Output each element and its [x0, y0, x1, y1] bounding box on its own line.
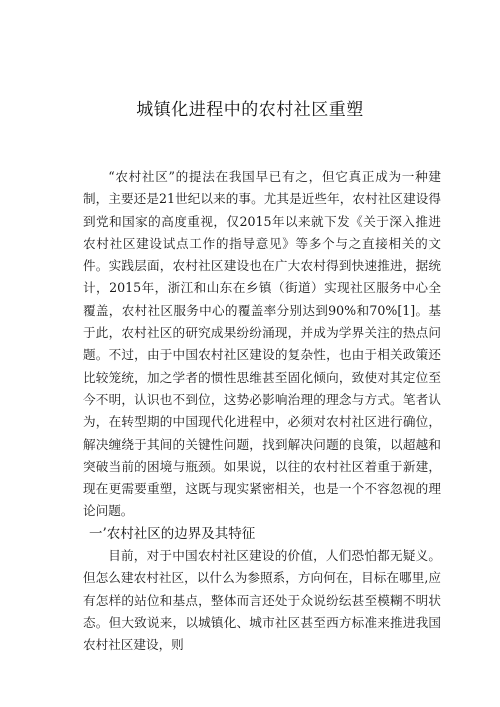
intro-paragraph: “农村社区”的提法在我国早已有之，但它真正成为一种建制，主要还是21世纪以来的事。尤其是近些年，农村社区建设得到党和国家的高度重视，仅2015年以来就下发《关于深入推进农村社区建设试点工作的指导意见》等多个与之直接相关的文件。实践层面，农村社区建设也在广大农村得到快速推进，据统计，2015年，浙江和山东在乡镇（街道）实现社区服务中心全覆盖，农村社区服务中心的覆盖率分别达到90%和70%[1]。基于此，农村社区的研究成果纷纷涌现，并成为学界关注的热点问题。不过，由于中国农村社区建设的复杂性，也由于相关政策还比较笼统，加之学者的惯性思维甚至固化倾向，致使对其定位至今不明，认识也不到位，这势必影响治理的理念与方式。笔者认为，在转型期的中国现代化进程中，必须对农村社区进行确位，解决缠绕于其间的关键性问题，找到解决问题的良策，以超越和突破当前的困境与瓶颈。如果说，以往的农村社区着重于新建，现在更需要重塑，这既与现实紧密相关，也是一个不容忽视的理论问题。	[83, 169, 441, 519]
document-title: 城镇化进程中的农村社区重塑	[136, 100, 364, 120]
section-heading: 一’农村社区的边界及其特征	[89, 525, 256, 542]
section-paragraph: 目前，对于中国农村社区建设的价值，人们恐怕都无疑义。但怎么建农村社区，以什么为参照系，方向何在，目标在哪里,应有怎样的站位和基点，整体而言还处于众说纷纭甚至模糊不明状态。但大致说来，以城镇化、城市社区甚至西方标准来推进我国农村社区建设，则	[83, 548, 441, 653]
document-body	[83, 166, 441, 657]
